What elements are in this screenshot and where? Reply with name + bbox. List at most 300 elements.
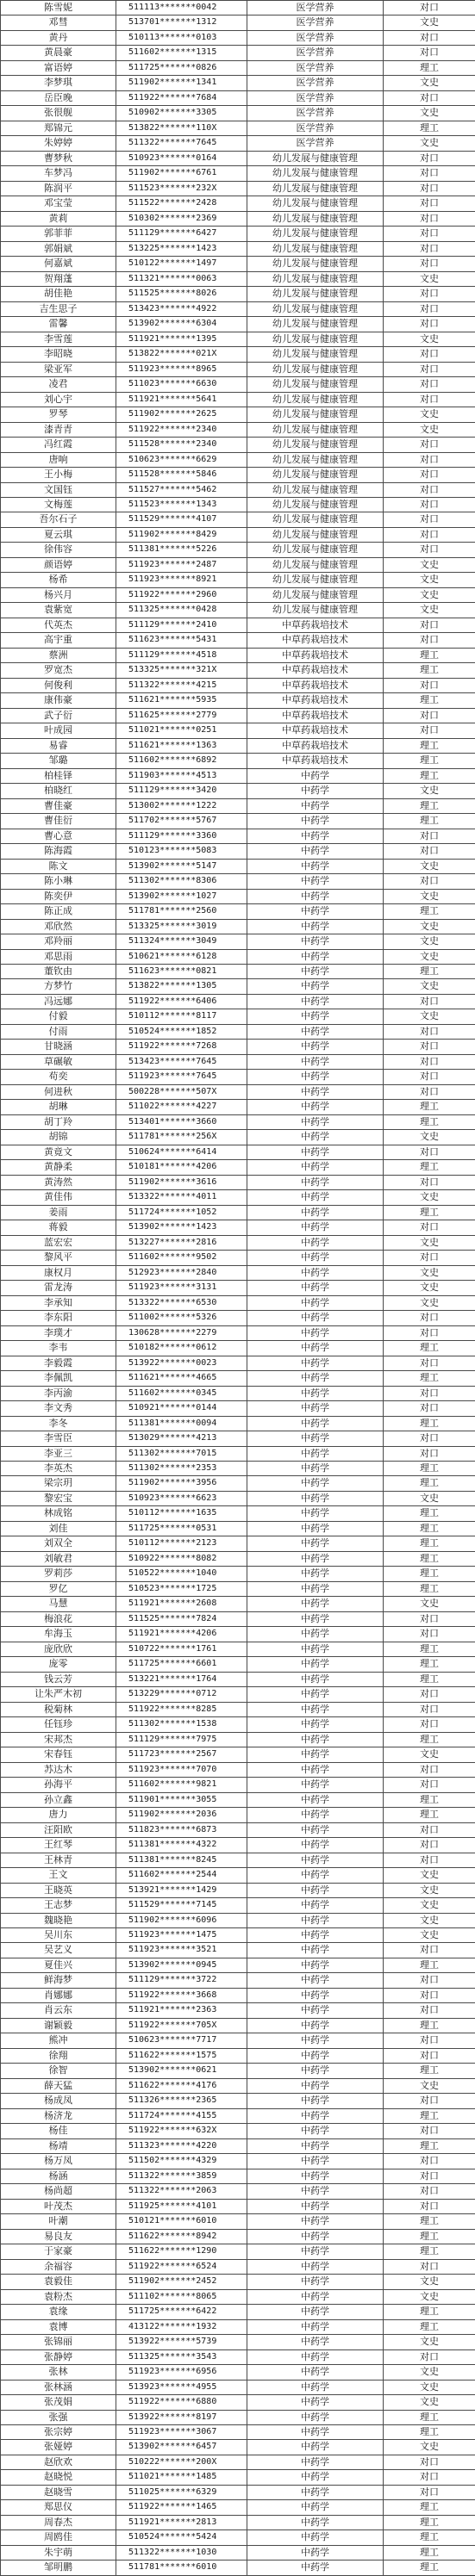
id-number-cell: 511621*******5935 [116, 693, 247, 708]
id-number-cell: 511781*******256X [116, 1130, 247, 1145]
student-name-cell: 宋邦杰 [1, 1732, 116, 1747]
table-row [1, 2545, 475, 2560]
table-row [1, 1822, 475, 1837]
category-cell: 对口 [384, 2470, 475, 2485]
category-cell: 理工 [384, 1341, 475, 1356]
student-name-cell: 李承知 [1, 1295, 116, 1310]
student-name-cell: 李雪臣 [1, 1431, 116, 1446]
student-name-cell: 赵晓雪 [1, 2485, 116, 2499]
id-number-cell: 512923*******2840 [116, 1265, 247, 1280]
category-cell: 理工 [384, 738, 475, 753]
student-name-cell: 叶潮 [1, 2214, 116, 2229]
category-cell: 对口 [384, 181, 475, 196]
category-cell: 理工 [384, 1551, 475, 1566]
table-row [1, 678, 475, 692]
student-name-cell: 张静婷 [1, 2349, 116, 2364]
student-name-cell: 李丙渝 [1, 1386, 116, 1400]
major-cell: 中药学 [247, 1084, 384, 1099]
student-name-cell: 罗莉莎 [1, 1567, 116, 1581]
id-number-cell: 511525*******7824 [116, 1611, 247, 1626]
category-cell: 对口 [384, 1838, 475, 1853]
student-name-cell: 杨济龙 [1, 2108, 116, 2123]
id-number-cell: 513921*******1429 [116, 1883, 247, 1897]
id-number-cell: 510923*******6623 [116, 1491, 247, 1505]
id-number-cell: 510181*******4206 [116, 1160, 247, 1175]
student-name-cell: 贺翔蓬 [1, 271, 116, 286]
student-name-cell: 张宗婷 [1, 2424, 116, 2439]
id-number-cell: 513922*******5739 [116, 2335, 247, 2349]
student-name-cell: 魏晓艳 [1, 1913, 116, 1927]
major-cell: 中药学 [247, 1295, 384, 1310]
table-row [1, 965, 475, 979]
student-name-cell: 钱云芳 [1, 1672, 116, 1686]
student-name-cell: 牟海玉 [1, 1627, 116, 1642]
table-row [1, 1009, 475, 1024]
category-cell: 对口 [384, 994, 475, 1009]
table-row [1, 287, 475, 301]
major-cell: 中药学 [247, 2440, 384, 2455]
table-row [1, 76, 475, 90]
table-row [1, 1762, 475, 1777]
id-number-cell: 511725*******6422 [116, 2305, 247, 2319]
category-cell: 对口 [384, 46, 475, 60]
table-row [1, 1567, 475, 1581]
category-cell: 理工 [384, 2244, 475, 2259]
category-cell: 对口 [384, 2048, 475, 2063]
student-name-cell: 王小梅 [1, 468, 116, 482]
student-name-cell: 梅浪花 [1, 1611, 116, 1626]
student-name-cell: 柏桂铎 [1, 768, 116, 783]
category-cell: 理工 [384, 1114, 475, 1129]
table-row [1, 497, 475, 512]
student-name-cell: 王文 [1, 1868, 116, 1883]
student-name-cell: 庞零 [1, 1657, 116, 1672]
major-cell: 中草药栽培技术 [247, 708, 384, 723]
table-row [1, 136, 475, 151]
category-cell: 对口 [384, 1145, 475, 1159]
category-cell: 理工 [384, 1521, 475, 1536]
table-row [1, 392, 475, 407]
id-number-cell: 511381*******5226 [116, 543, 247, 557]
student-name-cell: 曹佳衍 [1, 814, 116, 829]
id-number-cell: 513423*******7645 [116, 1054, 247, 1069]
id-number-cell: 513902*******6304 [116, 317, 247, 332]
student-name-cell: 邓羚丽 [1, 934, 116, 949]
table-row [1, 587, 475, 602]
student-name-cell: 陈雪妮 [1, 1, 116, 16]
table-row [1, 1491, 475, 1505]
major-cell: 中药学 [247, 1597, 384, 1611]
major-cell: 中草药栽培技术 [247, 723, 384, 738]
student-name-cell: 徐伟容 [1, 543, 116, 557]
table-row [1, 1371, 475, 1386]
major-cell: 中药学 [247, 2530, 384, 2545]
student-name-cell: 凌君 [1, 377, 116, 392]
category-cell: 文史 [384, 2395, 475, 2410]
table-row [1, 106, 475, 121]
table-row [1, 1114, 475, 1129]
major-cell: 幼儿发展与健康管理 [247, 362, 384, 376]
student-name-cell: 胡琳 [1, 1100, 116, 1114]
student-name-cell: 郭娟斌 [1, 241, 116, 256]
id-number-cell: 510222*******200X [116, 2455, 247, 2469]
table-row [1, 1024, 475, 1039]
id-number-cell: 510623*******6629 [116, 452, 247, 467]
table-row [1, 422, 475, 437]
major-cell: 幼儿发展与健康管理 [247, 332, 384, 346]
major-cell: 幼儿发展与健康管理 [247, 482, 384, 497]
category-cell: 对口 [384, 1762, 475, 1777]
major-cell: 中药学 [247, 784, 384, 798]
major-cell: 中药学 [247, 1943, 384, 1958]
student-name-cell: 赵晓悦 [1, 2470, 116, 2485]
category-cell: 理工 [384, 814, 475, 829]
student-name-cell: 吴艺义 [1, 1943, 116, 1958]
table-row [1, 468, 475, 482]
id-number-cell: 511921*******2813 [116, 2515, 247, 2529]
category-cell: 理工 [384, 1205, 475, 1220]
table-row [1, 2349, 475, 2364]
id-number-cell: 511923*******3131 [116, 1281, 247, 1295]
id-number-cell: 511723*******2567 [116, 1747, 247, 1762]
student-name-cell: 付雨 [1, 1024, 116, 1039]
student-name-cell: 让朱严木初 [1, 1687, 116, 1702]
major-cell: 幼儿发展与健康管理 [247, 287, 384, 301]
id-number-cell: 511622*******4176 [116, 2078, 247, 2093]
id-number-cell: 511529*******4107 [116, 512, 247, 527]
table-row [1, 211, 475, 226]
table-row [1, 2485, 475, 2499]
table-row [1, 874, 475, 889]
table-row [1, 708, 475, 723]
id-number-cell: 511902*******3616 [116, 1175, 247, 1189]
table-row [1, 1356, 475, 1370]
student-name-cell: 姜雨 [1, 1205, 116, 1220]
category-cell: 对口 [384, 362, 475, 376]
id-number-cell: 513322*******6530 [116, 1295, 247, 1310]
id-number-cell: 511322*******7645 [116, 136, 247, 151]
id-number-cell: 511923*******7070 [116, 1762, 247, 1777]
category-cell: 对口 [384, 196, 475, 211]
major-cell: 医学营养 [247, 136, 384, 151]
id-number-cell: 513325*******321X [116, 663, 247, 678]
student-name-cell: 何嘉斌 [1, 257, 116, 271]
student-name-cell: 陈润平 [1, 181, 116, 196]
major-cell: 中药学 [247, 1100, 384, 1114]
major-cell: 中药学 [247, 1220, 384, 1235]
table-row [1, 2154, 475, 2169]
category-cell: 理工 [384, 2530, 475, 2545]
id-number-cell: 511922*******7684 [116, 90, 247, 105]
major-cell: 医学营养 [247, 46, 384, 60]
major-cell: 幼儿发展与健康管理 [247, 603, 384, 618]
id-number-cell: 513902*******0621 [116, 2064, 247, 2078]
category-cell: 对口 [384, 90, 475, 105]
id-number-cell: 510522*******1040 [116, 1567, 247, 1581]
student-name-cell: 陈文 [1, 859, 116, 873]
id-number-cell: 511623*******0821 [116, 965, 247, 979]
category-cell: 对口 [384, 2199, 475, 2213]
major-cell: 中药学 [247, 2199, 384, 2213]
category-cell: 理工 [384, 693, 475, 708]
id-number-cell: 511902*******3956 [116, 1476, 247, 1491]
category-cell: 理工 [384, 2108, 475, 2123]
id-number-cell: 511922*******6524 [116, 2259, 247, 2274]
student-name-cell: 张茂娟 [1, 2395, 116, 2410]
id-number-cell: 510624*******6414 [116, 1145, 247, 1159]
student-name-cell: 李亚三 [1, 1446, 116, 1461]
student-name-cell: 朱宇萌 [1, 2545, 116, 2560]
category-cell: 对口 [384, 482, 475, 497]
category-cell: 对口 [384, 347, 475, 362]
table-row [1, 844, 475, 859]
student-name-cell: 杨尚超 [1, 2184, 116, 2199]
id-number-cell: 511622*******1575 [116, 2048, 247, 2063]
student-name-cell: 刘敏君 [1, 1551, 116, 1566]
category-cell: 文史 [384, 889, 475, 903]
category-cell: 文史 [384, 271, 475, 286]
major-cell: 中药学 [247, 2048, 384, 2063]
major-cell: 中药学 [247, 1853, 384, 1867]
table-row [1, 1311, 475, 1325]
category-cell: 文史 [384, 859, 475, 873]
table-row [1, 1717, 475, 1732]
id-number-cell: 511102*******8065 [116, 2289, 247, 2304]
student-name-cell: 杨涵 [1, 2169, 116, 2183]
student-name-cell: 邹明鹏 [1, 2560, 116, 2575]
table-row [1, 257, 475, 271]
category-cell: 文史 [384, 1913, 475, 1927]
table-row [1, 1145, 475, 1159]
table-row [1, 2515, 475, 2529]
student-name-cell: 冯红霞 [1, 438, 116, 452]
category-cell: 文史 [384, 934, 475, 949]
major-cell: 中药学 [247, 2470, 384, 2485]
id-number-cell: 511622*******1290 [116, 2244, 247, 2259]
category-cell: 文史 [384, 1898, 475, 1913]
student-name-cell: 汪阳欧 [1, 1822, 116, 1837]
major-cell: 医学营养 [247, 16, 384, 30]
student-name-cell: 苟奕 [1, 1070, 116, 1084]
category-cell: 对口 [384, 30, 475, 45]
major-cell: 幼儿发展与健康管理 [247, 271, 384, 286]
id-number-cell: 511725*******0826 [116, 60, 247, 75]
major-cell: 中药学 [247, 1416, 384, 1431]
id-number-cell: 511702*******5767 [116, 814, 247, 829]
id-number-cell: 511324*******3049 [116, 934, 247, 949]
table-row [1, 1070, 475, 1084]
student-name-cell: 文梅莲 [1, 497, 116, 512]
id-number-cell: 513902*******1423 [116, 1220, 247, 1235]
student-name-cell: 薛天猛 [1, 2078, 116, 2093]
category-cell: 文史 [384, 1190, 475, 1205]
table-row [1, 2289, 475, 2304]
category-cell: 文史 [384, 1130, 475, 1145]
major-cell: 中药学 [247, 1672, 384, 1686]
major-cell: 中药学 [247, 2229, 384, 2244]
id-number-cell: 513002*******1222 [116, 798, 247, 813]
id-number-cell: 510902*******3305 [116, 106, 247, 121]
category-cell: 文史 [384, 784, 475, 798]
student-name-cell: 代英杰 [1, 618, 116, 632]
major-cell: 中药学 [247, 2410, 384, 2424]
student-name-cell: 黄莉 [1, 211, 116, 226]
major-cell: 幼儿发展与健康管理 [247, 587, 384, 602]
major-cell: 中药学 [247, 2424, 384, 2439]
id-number-cell: 511322*******1030 [116, 2545, 247, 2560]
category-cell: 文史 [384, 1883, 475, 1897]
student-name-cell: 杨成凤 [1, 2094, 116, 2108]
student-name-cell: 夏云琪 [1, 527, 116, 542]
id-number-cell: 511902*******1341 [116, 76, 247, 90]
student-name-cell: 武子衍 [1, 708, 116, 723]
major-cell: 幼儿发展与健康管理 [247, 573, 384, 587]
category-cell: 文史 [384, 332, 475, 346]
student-name-cell: 胡锦 [1, 1130, 116, 1145]
major-cell: 中药学 [247, 1114, 384, 1129]
major-cell: 中药学 [247, 1160, 384, 1175]
id-number-cell: 511902*******2036 [116, 1808, 247, 1822]
id-number-cell: 511322*******3859 [116, 2169, 247, 2183]
id-number-cell: 511602*******2544 [116, 1868, 247, 1883]
major-cell: 中药学 [247, 1808, 384, 1822]
major-cell: 中药学 [247, 2319, 384, 2334]
category-cell: 对口 [384, 2184, 475, 2199]
major-cell: 中药学 [247, 2154, 384, 2169]
table-row [1, 2395, 475, 2410]
id-number-cell: 511129*******7975 [116, 1732, 247, 1747]
id-number-cell: 510123*******5083 [116, 844, 247, 859]
major-cell: 中草药栽培技术 [247, 633, 384, 648]
major-cell: 中药学 [247, 1913, 384, 1927]
id-number-cell: 513423*******4922 [116, 301, 247, 316]
id-number-cell: 511129*******3420 [116, 784, 247, 798]
category-cell: 理工 [384, 1642, 475, 1656]
category-cell: 对口 [384, 543, 475, 557]
category-cell: 文史 [384, 1928, 475, 1943]
id-number-cell: 510922*******8082 [116, 1551, 247, 1566]
category-cell: 文史 [384, 1281, 475, 1295]
table-row [1, 2033, 475, 2048]
id-number-cell: 511903*******4513 [116, 768, 247, 783]
category-cell: 对口 [384, 1853, 475, 1867]
category-cell: 理工 [384, 2214, 475, 2229]
category-cell: 文史 [384, 76, 475, 90]
table-row [1, 1657, 475, 1672]
student-name-cell: 张强 [1, 2410, 116, 2424]
id-number-cell: 511113*******0042 [116, 1, 247, 16]
major-cell: 中药学 [247, 1130, 384, 1145]
category-cell: 文史 [384, 2289, 475, 2304]
table-row [1, 1988, 475, 2002]
category-cell: 对口 [384, 1311, 475, 1325]
major-cell: 中药学 [247, 1778, 384, 1792]
id-number-cell: 511923*******6956 [116, 2365, 247, 2380]
table-row [1, 2138, 475, 2153]
student-name-cell: 张林 [1, 2365, 116, 2380]
student-name-cell: 颜语婷 [1, 557, 116, 572]
major-cell: 中药学 [247, 1205, 384, 1220]
id-number-cell: 511925*******4101 [116, 2199, 247, 2213]
major-cell: 中药学 [247, 1281, 384, 1295]
table-row [1, 181, 475, 196]
category-cell: 对口 [384, 1973, 475, 1988]
category-cell: 对口 [384, 166, 475, 181]
id-number-cell: 513221*******1764 [116, 1672, 247, 1686]
student-name-cell: 杨靖 [1, 2138, 116, 2153]
category-cell: 对口 [384, 1, 475, 16]
student-name-cell: 刘心宇 [1, 392, 116, 407]
student-name-cell: 刘双全 [1, 1536, 116, 1551]
category-cell: 对口 [384, 1024, 475, 1039]
category-cell: 对口 [384, 438, 475, 452]
major-cell: 幼儿发展与健康管理 [247, 422, 384, 437]
table-row [1, 768, 475, 783]
major-cell: 中药学 [247, 965, 384, 979]
category-cell: 对口 [384, 618, 475, 632]
id-number-cell: 511781*******6010 [116, 2560, 247, 2575]
category-cell: 文史 [384, 2365, 475, 2380]
major-cell: 幼儿发展与健康管理 [247, 301, 384, 316]
id-number-cell: 511022*******4227 [116, 1100, 247, 1114]
table-row [1, 754, 475, 768]
major-cell: 中药学 [247, 2108, 384, 2123]
major-cell: 幼儿发展与健康管理 [247, 241, 384, 256]
table-row [1, 1597, 475, 1611]
id-number-cell: 511302*******7015 [116, 1446, 247, 1461]
table-row [1, 1521, 475, 1536]
category-cell: 理工 [384, 60, 475, 75]
table-row [1, 1325, 475, 1340]
table-row [1, 2455, 475, 2469]
id-number-cell: 511724*******4155 [116, 2108, 247, 2123]
category-cell: 对口 [384, 392, 475, 407]
id-number-cell: 510623*******7717 [116, 2033, 247, 2048]
major-cell: 中药学 [247, 1627, 384, 1642]
category-cell: 文史 [384, 1295, 475, 1310]
major-cell: 中药学 [247, 2184, 384, 2199]
id-number-cell: 510523*******1725 [116, 1581, 247, 1596]
student-name-cell: 高宇重 [1, 633, 116, 648]
major-cell: 中草药栽培技术 [247, 648, 384, 662]
student-name-cell: 任钰珍 [1, 1717, 116, 1732]
major-cell: 中药学 [247, 2455, 384, 2469]
table-row [1, 196, 475, 211]
student-name-cell: 谢颖毅 [1, 2018, 116, 2033]
id-number-cell: 511302*******1538 [116, 1717, 247, 1732]
id-number-cell: 510923*******0164 [116, 151, 247, 165]
category-cell: 文史 [384, 573, 475, 587]
category-cell: 文史 [384, 407, 475, 422]
category-cell: 对口 [384, 1401, 475, 1416]
student-name-cell: 李璞才 [1, 1325, 116, 1340]
category-cell: 文史 [384, 587, 475, 602]
student-name-cell: 袁博 [1, 2319, 116, 2334]
category-cell: 对口 [384, 1717, 475, 1732]
category-cell: 理工 [384, 2319, 475, 2334]
table-row [1, 227, 475, 241]
id-number-cell: 511021*******1485 [116, 2470, 247, 2485]
table-row [1, 2108, 475, 2123]
id-number-cell: 513029*******4213 [116, 1431, 247, 1446]
category-cell: 对口 [384, 287, 475, 301]
major-cell: 中药学 [247, 1476, 384, 1491]
table-row [1, 1175, 475, 1189]
major-cell: 中药学 [247, 1265, 384, 1280]
id-number-cell: 513325*******3019 [116, 919, 247, 934]
student-name-cell: 马慧 [1, 1597, 116, 1611]
id-number-cell: 510302*******2369 [116, 211, 247, 226]
